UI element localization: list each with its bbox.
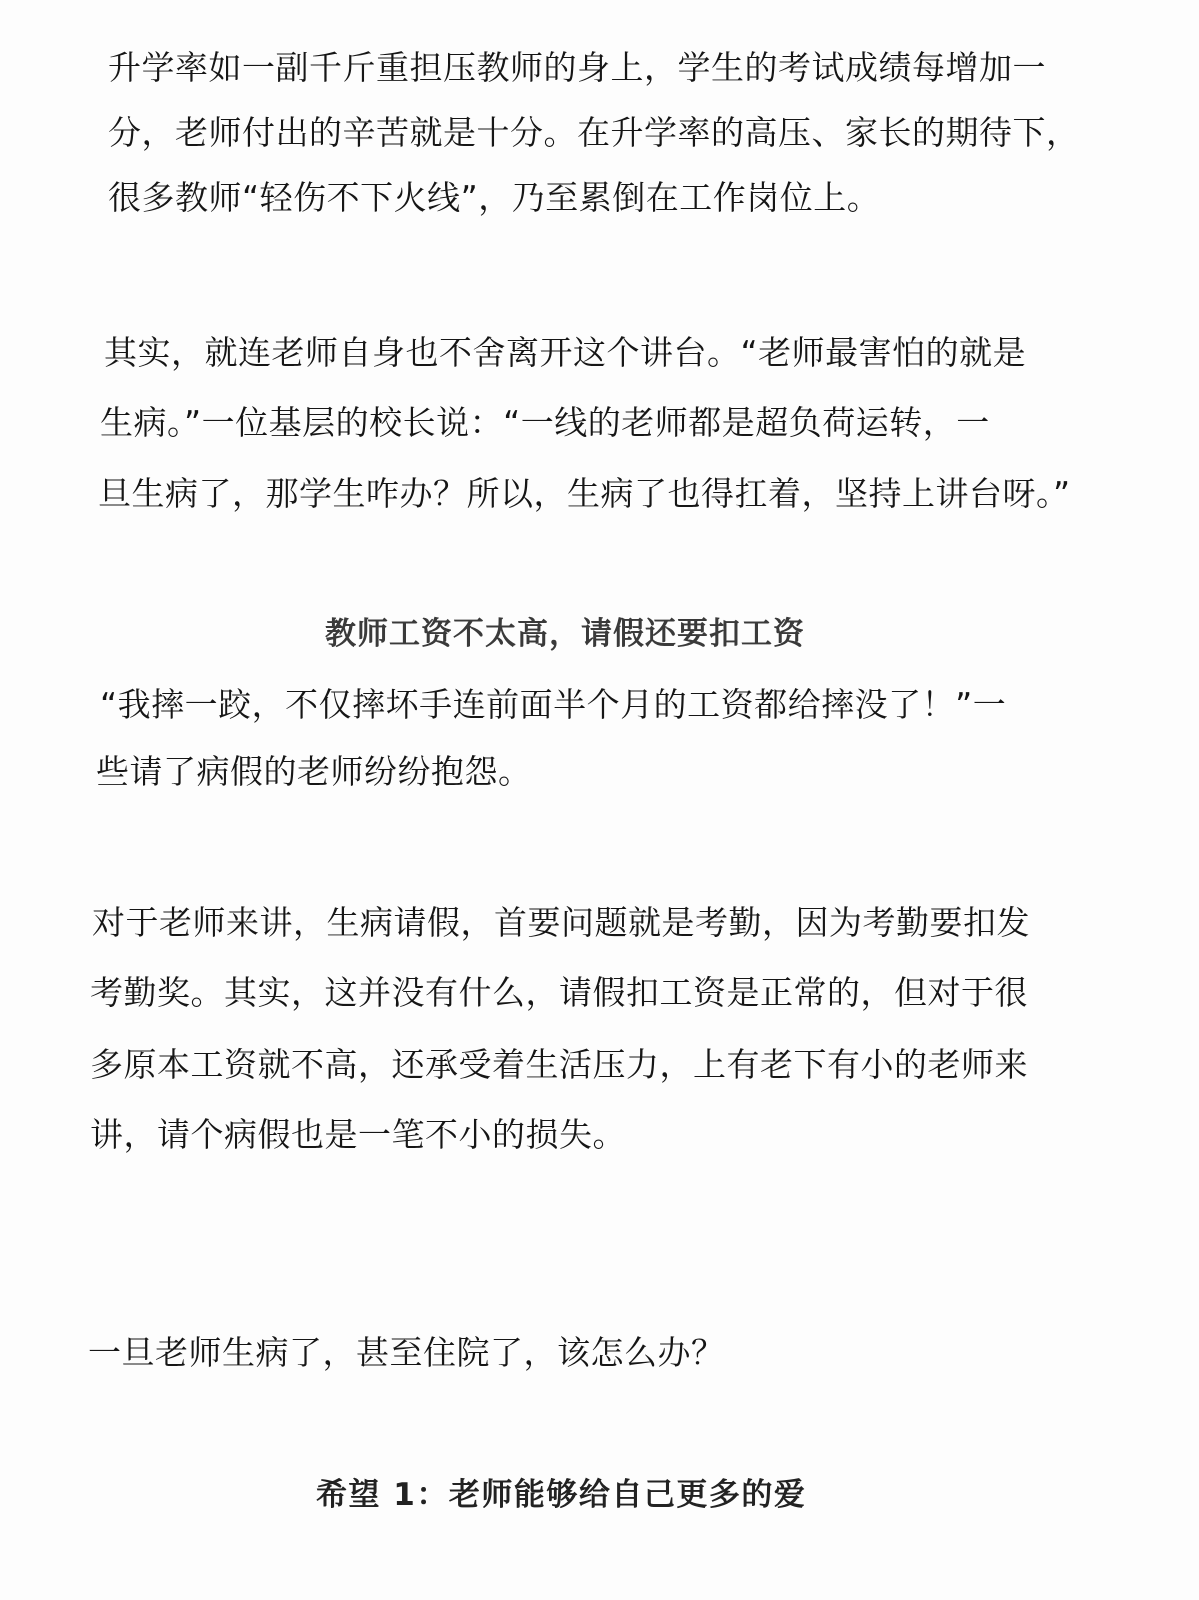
body-line-2: 考勤奖。其实，这并没有什么，请假扣工资是正常的，但对于很: [90, 973, 1028, 1012]
body-line-1: 对于老师来讲，生病请假，首要问题就是考勤，因为考勤要扣发: [92, 903, 1030, 942]
section-heading-salary: 教师工资不太高，请假还要扣工资: [325, 616, 805, 652]
paragraph-1-line-1: 升学率如一副千斤重担压教师的身上，学生的考试成绩每增加一: [108, 48, 1046, 87]
quote-line-2: 些请了病假的老师纷纷抱怨。: [96, 752, 532, 791]
paragraph-1-line-2: 分，老师付出的辛苦就是十分。在升学率的高压、家长的期待下，: [108, 113, 1080, 152]
paragraph-2-line-1: 其实，就连老师自身也不舍离开这个讲台。“老师最害怕的就是: [104, 333, 1027, 372]
paragraph-2-line-2: 生病。”一位基层的校长说：“一线的老师都是超负荷运转，一: [100, 403, 990, 442]
quote-line-1: “我摔一跤，不仅摔坏手连前面半个月的工资都给摔没了！”一: [100, 685, 1007, 724]
section-heading-hope-1: 希望 1：老师能够给自己更多的爱: [316, 1477, 807, 1513]
question-line: 一旦老师生病了，甚至住院了，该怎么办？: [88, 1333, 725, 1372]
body-line-4: 讲，请个病假也是一笔不小的损失。: [90, 1115, 626, 1154]
paragraph-1-line-3: 很多教师“轻伤不下火线”，乃至累倒在工作岗位上。: [108, 178, 881, 217]
body-line-3: 多原本工资就不高，还承受着生活压力，上有老下有小的老师来: [90, 1045, 1028, 1084]
paragraph-2-line-3: 旦生病了，那学生咋办？所以，生病了也得扛着，坚持上讲台呀。”: [98, 474, 1071, 513]
